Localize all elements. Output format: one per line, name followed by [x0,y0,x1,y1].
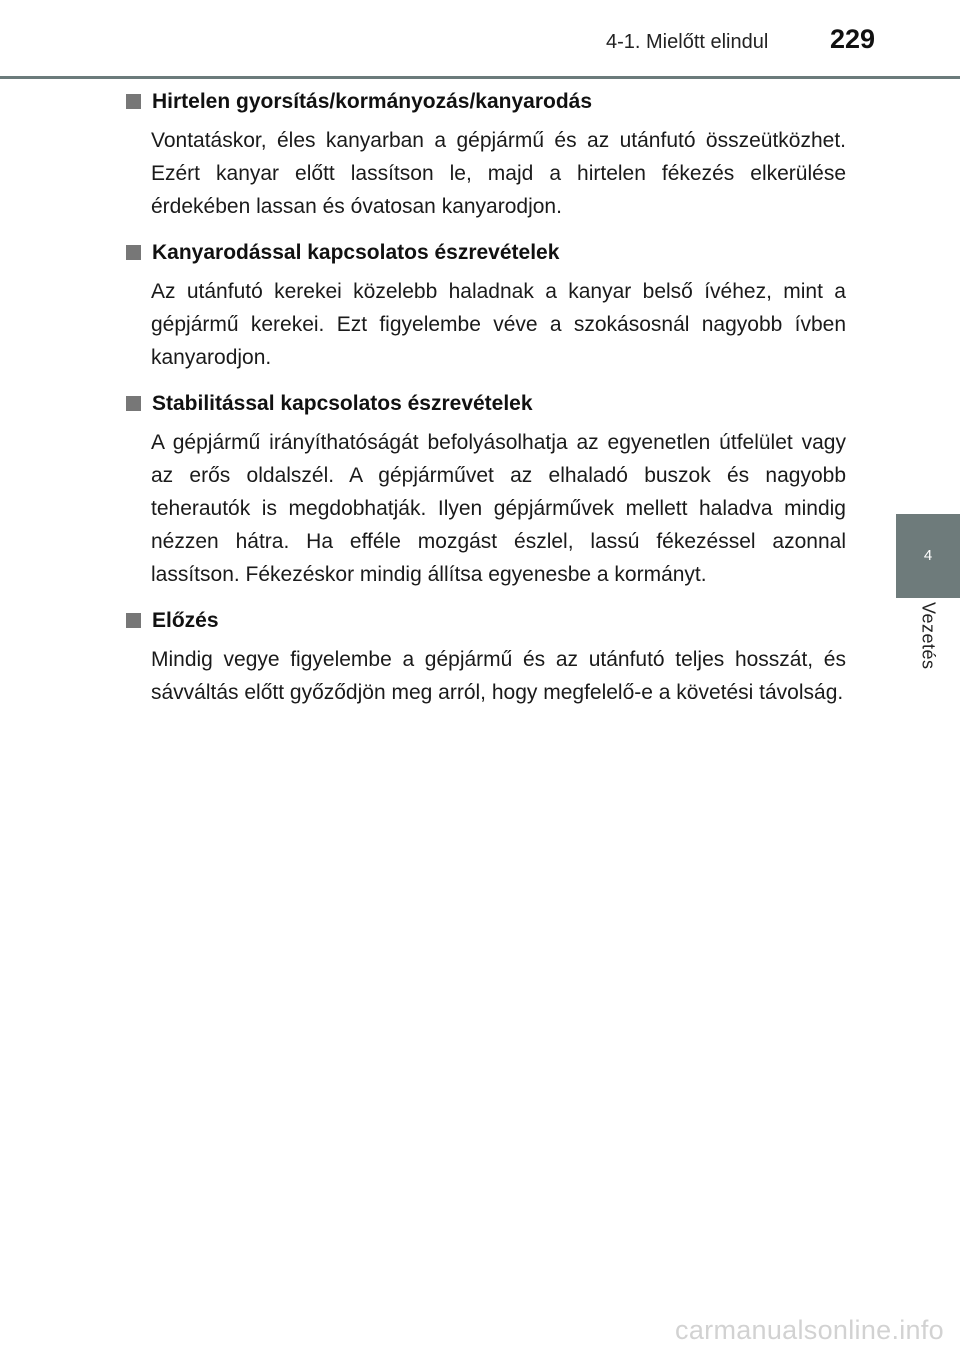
section-sudden-acceleration [124,86,846,223]
section-stability [124,388,846,591]
section-paragraph: Az utánfutó kerekei közelebb haladnak a kanyar belső ívéhez, mint a gépjármű kerekei. Ezt figyelembe véve a szokásosnál nagyobb ívben kanyarodjon. [151,280,846,369]
page-content [124,86,846,723]
square-bullet-icon [126,94,141,109]
section-paragraph: Vontatáskor, éles kanyarban a gépjármű és az utánfutó összeütközhet. Ezért kanyar előtt lassítson le, majd a hirtelen fékezés elkerülése érdekében lassan és óvatosan kanyarodjon. [151,129,846,218]
square-bullet-icon [126,245,141,260]
section-title: 4-1. Mielőtt elindul [606,31,769,53]
square-bullet-icon [126,396,141,411]
section-heading: Hirtelen gyorsítás/kormányozás/kanyarodás [124,86,846,118]
watermark: carmanualsonline.info [675,1315,944,1345]
square-bullet-icon [126,613,141,628]
section-heading: Stabilitással kapcsolatos észrevételek [124,388,846,420]
header-divider [0,76,960,79]
section-heading: Előzés [124,605,846,637]
chapter-number: 4 [923,547,933,564]
section-paragraph: Mindig vegye figyelembe a gépjármű és az utánfutó teljes hosszát, és sávváltás előtt győződjön meg arról, hogy megfelelő-e a követési távolság. [151,648,846,704]
section-paragraph: A gépjármű irányíthatóságát befolyásolhatja az egyenetlen útfelület vagy az erős oldalszél. A gépjárművet az elhaladó buszok és nagyobb teherautók is megdobhatják. Ilyen gépjárművek mellett haladva mindig nézzen hátra. Ha efféle mozgást észlel, lassú fékezéssel azonnal lassítson. Fékezéskor mindig állítsa egyenesbe a kormányt. [151,431,846,586]
section-heading: Kanyarodással kapcsolatos észrevételek [124,237,846,269]
chapter-label: Vezetés [918,602,939,670]
chapter-tab[interactable] [896,514,960,598]
page-number: 229 [830,24,876,54]
section-overtaking [124,605,846,709]
section-turning [124,237,846,374]
